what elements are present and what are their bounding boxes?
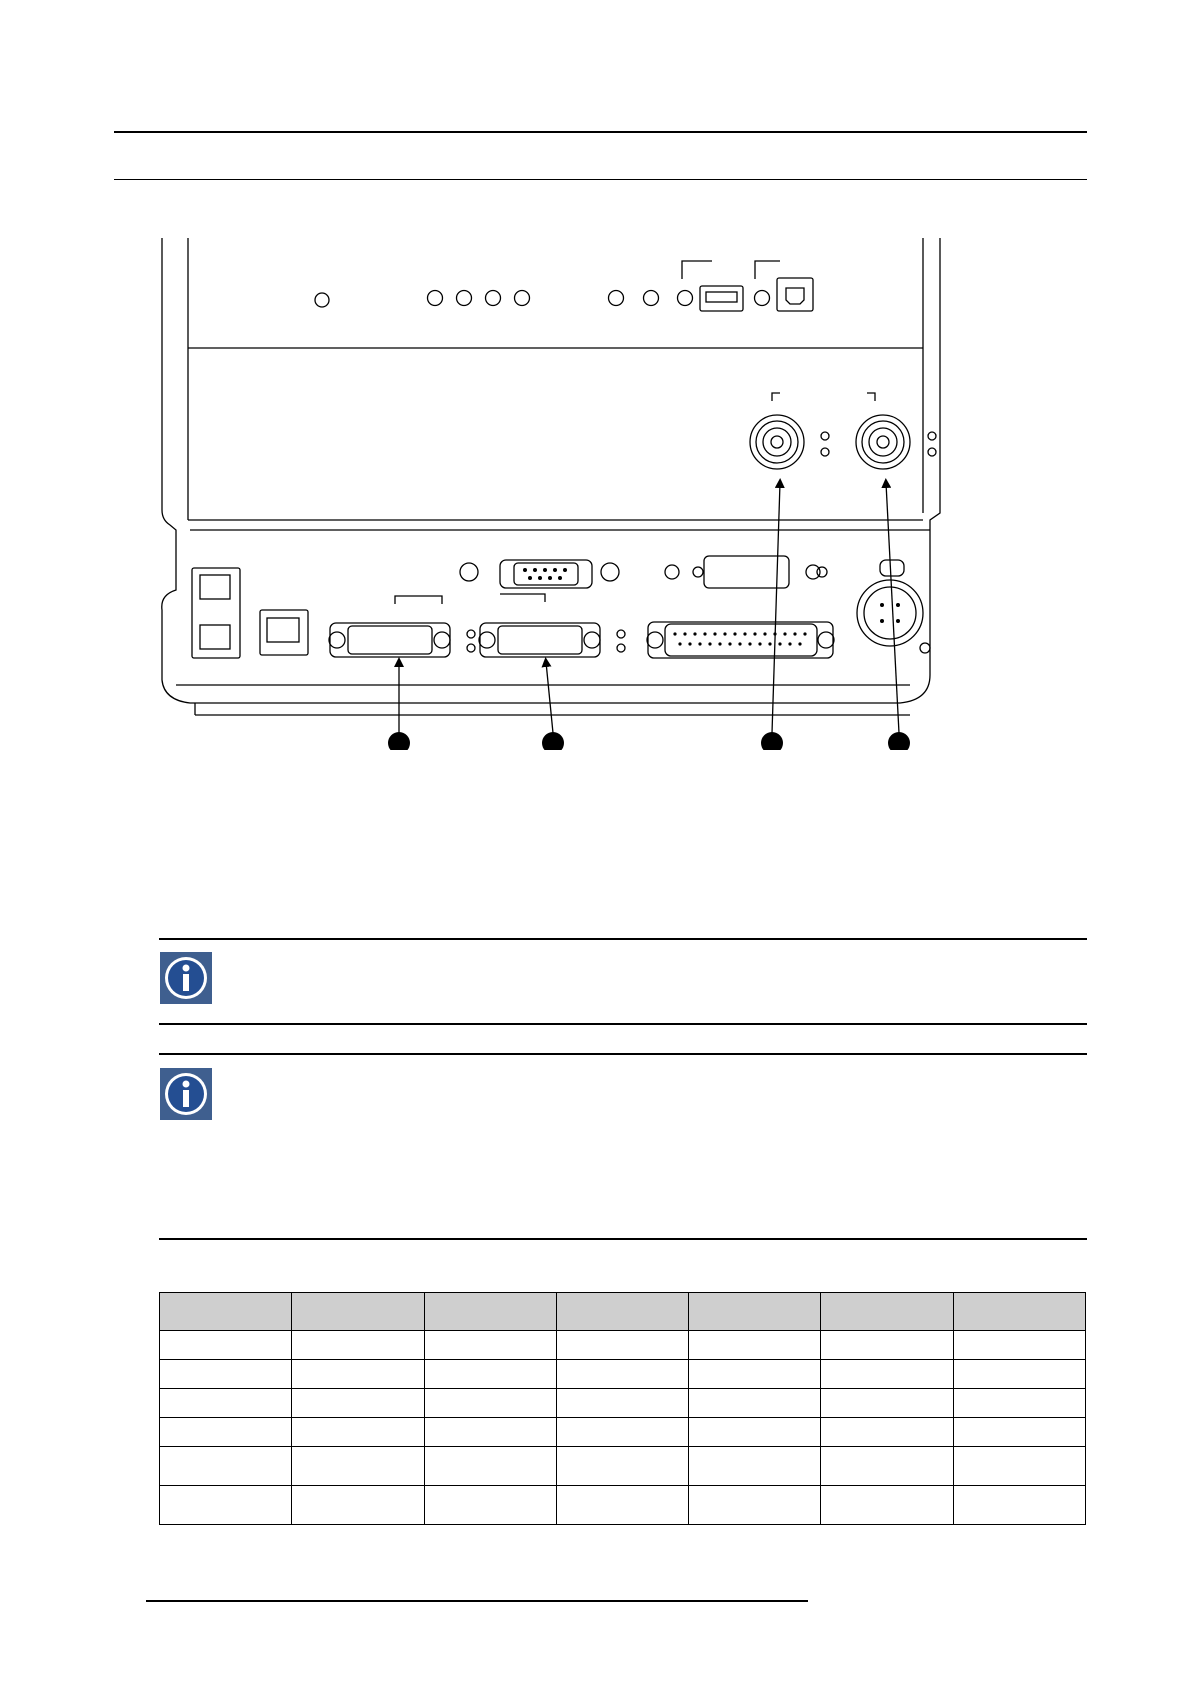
info-icon — [160, 952, 212, 1004]
footer-rule — [146, 1600, 808, 1602]
table-cell — [953, 1486, 1085, 1525]
bnc-connector-right — [856, 415, 936, 469]
table-cell — [160, 1418, 292, 1447]
table-cell — [689, 1360, 821, 1389]
table-cell — [556, 1331, 688, 1360]
table-header-cell — [953, 1293, 1085, 1331]
table-cell — [292, 1360, 424, 1389]
table-cell — [821, 1331, 953, 1360]
table-header-cell — [292, 1293, 424, 1331]
serial-port — [460, 560, 619, 588]
table-cell — [160, 1331, 292, 1360]
table-cell — [953, 1418, 1085, 1447]
note-2 — [160, 1068, 1085, 1120]
chassis-outline — [162, 238, 940, 703]
button-7 — [678, 291, 693, 306]
bnc-connector-left — [750, 415, 829, 469]
table-cell — [689, 1331, 821, 1360]
table-cell — [821, 1486, 953, 1525]
table-cell — [424, 1447, 556, 1486]
usb-b-port — [777, 278, 813, 311]
table-cell — [556, 1360, 688, 1389]
dsub-port-lower — [647, 622, 834, 658]
button-4 — [515, 291, 530, 306]
table-cell — [689, 1447, 821, 1486]
ethernet-port-stack — [192, 568, 240, 658]
table-cell — [556, 1418, 688, 1447]
table-cell — [160, 1360, 292, 1389]
callout-4 — [888, 732, 910, 750]
table-header-cell — [821, 1293, 953, 1331]
table-cell — [821, 1360, 953, 1389]
note-1-rule-bottom — [159, 1023, 1087, 1025]
table-cell — [953, 1331, 1085, 1360]
callout-arrow-2 — [546, 662, 553, 733]
table-cell — [953, 1447, 1085, 1486]
table-cell — [424, 1389, 556, 1418]
table-header-cell — [689, 1293, 821, 1331]
info-icon — [160, 1068, 212, 1120]
note-1 — [160, 952, 1085, 1004]
table-row — [160, 1360, 1086, 1389]
button-5 — [609, 291, 624, 306]
table-cell — [292, 1331, 424, 1360]
table-cell — [292, 1486, 424, 1525]
indicator-led — [315, 293, 329, 307]
table-cell — [821, 1447, 953, 1486]
table-cell — [689, 1418, 821, 1447]
table-cell — [292, 1389, 424, 1418]
callout-1 — [388, 732, 410, 750]
table-cell — [424, 1360, 556, 1389]
table-cell — [160, 1447, 292, 1486]
table-header-row — [160, 1293, 1086, 1331]
header-rule-bottom — [114, 179, 1087, 180]
table-header-cell — [160, 1293, 292, 1331]
table-row — [160, 1447, 1086, 1486]
table-cell — [556, 1389, 688, 1418]
button-3 — [486, 291, 501, 306]
table-cell — [556, 1486, 688, 1525]
spec-table — [159, 1292, 1086, 1525]
note-1-rule-top — [159, 938, 1087, 940]
table-header-cell — [424, 1293, 556, 1331]
button-2 — [457, 291, 472, 306]
table-cell — [160, 1486, 292, 1525]
table-cell — [953, 1389, 1085, 1418]
table-cell — [556, 1447, 688, 1486]
table-row — [160, 1331, 1086, 1360]
table-cell — [160, 1389, 292, 1418]
table-cell — [821, 1389, 953, 1418]
dsub-port-upper — [665, 556, 827, 588]
table-row — [160, 1389, 1086, 1418]
table-cell — [424, 1486, 556, 1525]
table-cell — [689, 1486, 821, 1525]
table-cell — [821, 1418, 953, 1447]
connector-panel-figure — [150, 230, 950, 750]
note-2-rule-bottom — [159, 1238, 1087, 1240]
table-cell — [424, 1331, 556, 1360]
table-cell — [953, 1360, 1085, 1389]
button-1 — [428, 291, 443, 306]
table-header-cell — [556, 1293, 688, 1331]
table-cell — [292, 1447, 424, 1486]
table-cell — [292, 1418, 424, 1447]
video-port-1 — [329, 623, 475, 657]
table-cell — [689, 1389, 821, 1418]
callout-2 — [542, 732, 564, 750]
header-rule-top — [114, 131, 1087, 133]
table-cell — [424, 1418, 556, 1447]
button-6 — [644, 291, 659, 306]
note-2-rule-top — [159, 1053, 1087, 1055]
callout-3 — [761, 732, 783, 750]
video-port-2 — [479, 623, 625, 657]
table-row — [160, 1486, 1086, 1525]
table-row — [160, 1418, 1086, 1447]
